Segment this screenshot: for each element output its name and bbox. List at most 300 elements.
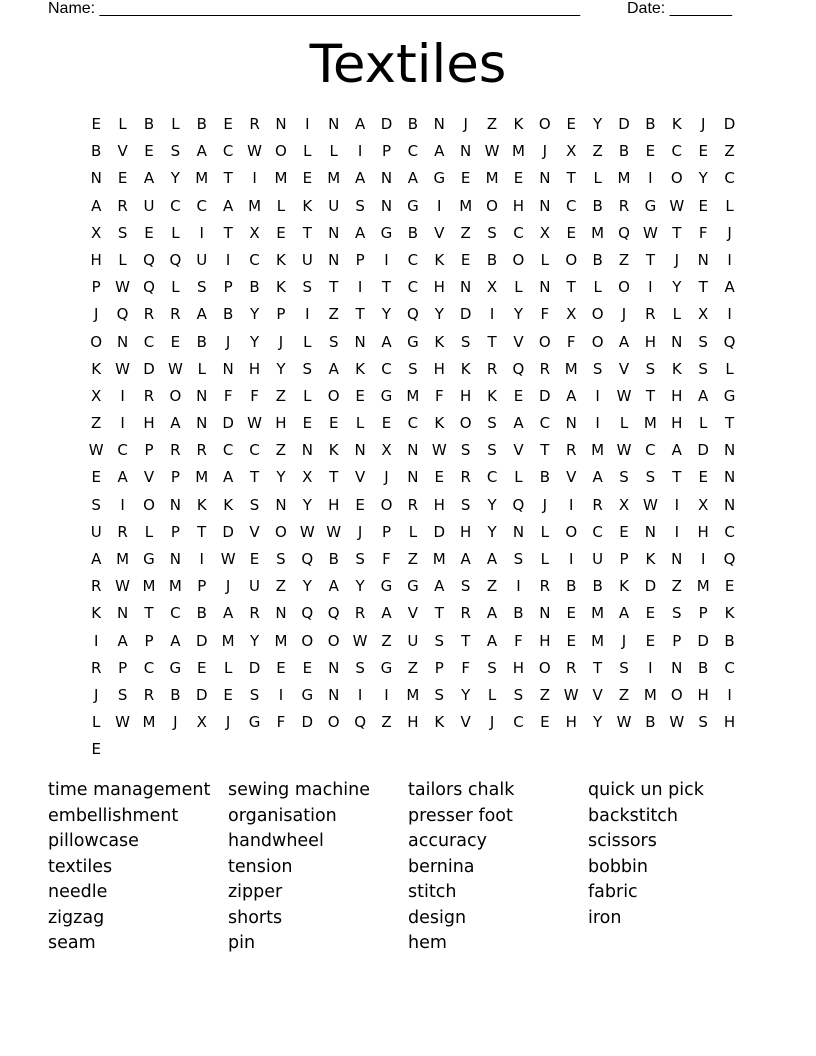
grid-letter: F: [540, 305, 550, 324]
grid-letter: H: [407, 713, 419, 732]
grid-letter: T: [566, 169, 576, 188]
grid-letter: K: [91, 359, 102, 378]
grid-letter: Q: [301, 550, 314, 568]
grid-letter: C: [565, 196, 577, 215]
header: [48, 0, 748, 20]
grid-letter: O: [565, 522, 578, 541]
grid-letter: N: [222, 359, 234, 378]
grid-letter: D: [143, 359, 155, 378]
grid-letter: N: [169, 495, 181, 514]
word-list-item: iron: [588, 907, 622, 928]
grid-letter: V: [618, 359, 630, 378]
grid-letter: N: [196, 414, 208, 433]
grid-letter: N: [90, 169, 102, 188]
grid-letter: R: [592, 495, 603, 514]
grid-letter: I: [305, 305, 310, 324]
grid-letter: A: [381, 332, 392, 351]
grid-letter: C: [407, 142, 419, 161]
word-list-item: scissors: [588, 831, 657, 851]
grid-letter: L: [171, 223, 180, 242]
grid-letter: T: [672, 223, 682, 242]
grid-letter: K: [513, 115, 524, 133]
grid-letter: A: [486, 550, 498, 568]
grid-letter: J: [93, 305, 99, 324]
grid-letter: A: [618, 604, 630, 623]
grid-letter: D: [644, 577, 657, 596]
grid-letter: E: [566, 631, 576, 650]
grid-letter: E: [91, 115, 101, 133]
grid-letter: E: [144, 142, 154, 161]
grid-letter: Y: [355, 577, 365, 596]
grid-letter: L: [355, 414, 365, 433]
grid-letter: M: [591, 604, 605, 623]
grid-letter: K: [487, 386, 497, 405]
grid-letter: P: [144, 631, 154, 650]
grid-letter: X: [91, 223, 102, 242]
grid-letter: V: [354, 468, 366, 487]
grid-letter: S: [117, 685, 128, 704]
grid-letter: H: [644, 332, 657, 351]
grid-letter: I: [489, 305, 495, 324]
grid-letter: T: [593, 658, 603, 677]
grid-letter: T: [645, 250, 655, 269]
grid-letter: E: [144, 223, 154, 242]
grid-letter: K: [434, 713, 445, 732]
grid-letter: N: [407, 468, 419, 487]
grid-letter: N: [723, 468, 736, 487]
grid-letter: O: [301, 631, 314, 650]
grid-letter: A: [143, 169, 155, 188]
grid-letter: J: [542, 142, 548, 161]
grid-letter: F: [698, 223, 708, 242]
grid-letter: R: [143, 386, 155, 405]
grid-letter: E: [540, 713, 550, 732]
grid-letter: N: [539, 169, 551, 188]
grid-letter: W: [115, 278, 130, 297]
grid-letter: O: [618, 278, 630, 297]
grid-letter: W: [484, 142, 500, 161]
word-list-item: time management: [48, 780, 211, 800]
grid-letter: Y: [170, 169, 180, 188]
grid-letter: Y: [461, 685, 471, 704]
grid-letter: I: [648, 169, 653, 188]
grid-letter: R: [566, 658, 577, 677]
grid-letter: H: [90, 250, 102, 269]
grid-letter: X: [618, 495, 630, 514]
grid-letter: K: [645, 550, 656, 568]
grid-letter: O: [670, 169, 683, 188]
grid-letter: I: [648, 658, 653, 677]
grid-letter: L: [487, 685, 497, 704]
grid-letter: Z: [91, 414, 102, 433]
grid-letter: R: [117, 196, 128, 215]
grid-letter: J: [225, 332, 231, 351]
grid-letter: E: [698, 196, 708, 215]
grid-letter: B: [698, 658, 709, 677]
grid-letter: T: [223, 169, 233, 188]
grid-letter: J: [278, 332, 284, 351]
grid-letter: S: [619, 468, 629, 487]
grid-letter: M: [459, 196, 473, 215]
grid-letter: O: [591, 332, 604, 351]
word-list-item: accuracy: [408, 831, 487, 851]
grid-letter: S: [460, 332, 471, 351]
grid-letter: Q: [723, 332, 736, 351]
grid-letter: P: [672, 631, 682, 650]
grid-letter: M: [274, 169, 288, 188]
grid-letter: G: [248, 713, 261, 732]
grid-letter: N: [116, 332, 129, 351]
grid-letter: Y: [434, 305, 444, 324]
grid-letter: S: [328, 332, 339, 351]
grid-letter: S: [434, 685, 445, 704]
grid-letter: H: [460, 386, 472, 405]
grid-letter: V: [460, 713, 471, 732]
grid-letter: Z: [539, 685, 550, 704]
grid-letter: Y: [302, 577, 312, 596]
grid-letter: C: [513, 223, 524, 242]
grid-letter: I: [727, 305, 732, 324]
grid-letter: Z: [724, 142, 735, 161]
grid-letter: H: [671, 414, 683, 433]
grid-letter: T: [329, 278, 339, 297]
grid-letter: N: [380, 169, 393, 188]
grid-letter: C: [724, 522, 735, 541]
grid-letter: C: [724, 658, 735, 677]
grid-letter: N: [354, 441, 366, 460]
word-list-item: quick un pick: [588, 780, 704, 800]
grid-letter: L: [540, 250, 550, 269]
grid-letter: M: [406, 386, 420, 405]
grid-letter: N: [328, 250, 340, 269]
grid-letter: B: [618, 142, 630, 161]
grid-letter: A: [91, 550, 102, 568]
grid-letter: T: [249, 468, 260, 487]
grid-letter: S: [302, 359, 313, 378]
grid-letter: D: [248, 658, 261, 677]
grid-letter: T: [329, 468, 339, 487]
grid-letter: W: [115, 713, 130, 732]
grid-letter: L: [408, 522, 418, 541]
grid-letter: H: [275, 414, 287, 433]
grid-letter: C: [117, 441, 128, 460]
grid-letter: O: [380, 495, 393, 514]
grid-letter: G: [143, 550, 155, 568]
grid-letter: U: [301, 250, 313, 269]
grid-letter: K: [671, 115, 682, 133]
grid-letter: D: [195, 631, 208, 650]
grid-letter: D: [618, 115, 630, 133]
grid-letter: T: [645, 386, 655, 405]
grid-letter: K: [302, 196, 313, 215]
grid-letter: L: [171, 115, 180, 133]
grid-letter: K: [328, 441, 339, 460]
grid-letter: T: [540, 441, 550, 460]
grid-letter: E: [566, 223, 576, 242]
grid-letter: N: [354, 332, 366, 351]
grid-letter: J: [225, 577, 231, 596]
grid-letter: O: [275, 522, 287, 541]
grid-letter: L: [540, 550, 550, 568]
grid-letter: T: [434, 604, 444, 623]
grid-letter: W: [642, 223, 658, 242]
grid-letter: G: [407, 196, 419, 215]
grid-letter: G: [380, 223, 393, 242]
grid-letter: U: [328, 196, 340, 215]
grid-letter: C: [143, 332, 155, 351]
grid-letter: H: [512, 658, 525, 677]
grid-letter: P: [197, 577, 207, 596]
grid-letter: S: [117, 223, 128, 242]
grid-letter: A: [223, 604, 234, 623]
grid-letter: P: [223, 278, 233, 297]
grid-letter: E: [276, 658, 286, 677]
grid-letter: S: [355, 196, 365, 215]
grid-letter: P: [434, 658, 444, 677]
grid-letter: P: [619, 550, 629, 568]
grid-letter: A: [618, 332, 630, 351]
grid-letter: V: [566, 468, 577, 487]
word-list-item: embellishment: [48, 805, 179, 826]
grid-letter: V: [407, 604, 419, 623]
grid-letter: M: [195, 169, 209, 188]
grid-letter: O: [275, 142, 287, 161]
grid-letter: H: [248, 359, 261, 378]
grid-letter: L: [329, 142, 338, 161]
grid-letter: E: [645, 142, 656, 161]
word-list-item: fabric: [588, 882, 638, 902]
grid-letter: T: [698, 278, 708, 297]
grid-letter: M: [406, 685, 420, 704]
grid-letter: L: [725, 196, 734, 215]
grid-letter: G: [301, 685, 314, 704]
grid-letter: E: [302, 414, 313, 433]
grid-letter: B: [539, 468, 550, 487]
grid-letter: L: [197, 359, 206, 378]
grid-letter: Q: [301, 604, 314, 623]
grid-letter: B: [223, 305, 234, 324]
grid-letter: G: [380, 577, 393, 596]
grid-letter: J: [727, 223, 732, 242]
grid-letter: Z: [328, 305, 339, 324]
grid-letter: A: [671, 441, 682, 460]
name-field-label: Name: ______________________________________________________: [48, 0, 581, 17]
grid-letter: E: [276, 223, 286, 242]
grid-letter: A: [434, 142, 445, 161]
grid-letter: B: [328, 550, 339, 568]
grid-letter: A: [223, 196, 234, 215]
grid-letter: M: [643, 685, 657, 704]
grid-letter: W: [115, 359, 130, 378]
grid-letter: V: [143, 468, 155, 487]
grid-letter: E: [645, 631, 656, 650]
grid-letter: M: [248, 196, 262, 215]
grid-letter: R: [170, 305, 181, 324]
grid-letter: Y: [249, 631, 260, 650]
grid-letter: O: [90, 332, 103, 351]
grid-letter: N: [328, 115, 340, 133]
grid-letter: Z: [618, 685, 630, 704]
grid-letter: A: [407, 169, 419, 188]
grid-letter: B: [249, 278, 260, 297]
grid-letter: S: [434, 631, 445, 650]
grid-letter: C: [407, 278, 419, 297]
word-list-item: design: [408, 907, 467, 928]
grid-letter: K: [223, 495, 234, 514]
grid-letter: E: [170, 332, 181, 351]
grid-letter: A: [381, 604, 392, 623]
grid-letter: E: [645, 604, 656, 623]
grid-letter: C: [645, 441, 656, 460]
grid-letter: N: [671, 332, 683, 351]
grid-letter: I: [93, 631, 99, 650]
grid-letter: E: [355, 495, 365, 514]
grid-letter: L: [118, 250, 127, 269]
grid-letter: L: [92, 713, 101, 732]
grid-letter: X: [302, 468, 313, 487]
grid-letter: E: [513, 169, 524, 188]
word-list-item: bernina: [408, 856, 475, 877]
grid-letter: C: [539, 414, 551, 433]
grid-letter: U: [196, 250, 208, 269]
grid-letter: S: [487, 658, 497, 677]
grid-letter: P: [170, 468, 180, 487]
grid-letter: Y: [276, 359, 286, 378]
grid-letter: D: [697, 631, 709, 650]
grid-letter: O: [565, 250, 578, 269]
grid-letter: N: [433, 115, 445, 133]
grid-letter: C: [407, 414, 419, 433]
grid-letter: K: [91, 604, 102, 623]
grid-letter: S: [355, 658, 365, 677]
grid-letter: H: [433, 359, 445, 378]
grid-letter: O: [591, 305, 604, 324]
grid-letter: V: [434, 223, 445, 242]
grid-letter: X: [91, 386, 102, 405]
grid-letter: U: [143, 196, 155, 215]
grid-letter: C: [196, 196, 207, 215]
grid-letter: C: [170, 196, 181, 215]
grid-letter: I: [225, 250, 231, 269]
grid-letter: Z: [592, 142, 603, 161]
grid-letter: H: [460, 522, 472, 541]
grid-letter: E: [566, 115, 576, 133]
grid-letter: R: [460, 468, 471, 487]
grid-letter: B: [592, 577, 603, 596]
grid-letter: M: [591, 441, 605, 460]
date-field-label: Date: _______: [627, 0, 732, 17]
grid-letter: B: [486, 250, 498, 269]
grid-letter: L: [672, 305, 681, 324]
grid-letter: H: [697, 522, 709, 541]
grid-letter: Z: [486, 577, 498, 596]
grid-letter: A: [117, 631, 128, 650]
grid-letter: S: [645, 468, 656, 487]
grid-letter: A: [354, 169, 366, 188]
grid-letter: D: [222, 522, 234, 541]
grid-letter: S: [487, 441, 497, 460]
grid-letter: U: [407, 631, 419, 650]
grid-letter: N: [328, 223, 340, 242]
grid-letter: C: [249, 441, 260, 460]
grid-letter: Y: [249, 305, 260, 324]
grid-letter: J: [93, 685, 99, 704]
grid-letter: I: [516, 577, 521, 596]
grid-letter: M: [327, 169, 341, 188]
grid-letter: X: [249, 223, 260, 242]
grid-letter: D: [697, 441, 709, 460]
grid-letter: H: [723, 713, 736, 732]
grid-letter: K: [434, 250, 445, 269]
grid-letter: N: [460, 278, 472, 297]
word-list-item: textiles: [48, 856, 113, 877]
grid-letter: C: [724, 169, 735, 188]
grid-letter: J: [489, 713, 495, 732]
grid-letter: Q: [116, 305, 129, 324]
grid-letter: G: [380, 386, 393, 405]
grid-letter: A: [724, 278, 735, 297]
grid-letter: M: [274, 631, 288, 650]
grid-letter: H: [539, 631, 551, 650]
grid-letter: J: [542, 495, 548, 514]
grid-letter: T: [302, 223, 312, 242]
grid-letter: K: [355, 359, 366, 378]
grid-letter: P: [355, 250, 365, 269]
grid-letter: D: [195, 685, 208, 704]
word-list-item: tension: [228, 856, 293, 877]
grid-letter: I: [199, 223, 204, 242]
grid-letter: H: [512, 196, 525, 215]
word-list-item: tailors chalk: [408, 780, 515, 800]
grid-letter: I: [199, 550, 204, 568]
word-list-item: pillowcase: [48, 831, 139, 851]
grid-letter: C: [513, 713, 524, 732]
grid-letter: E: [223, 685, 233, 704]
word-list-item: zigzag: [48, 907, 105, 928]
grid-letter: X: [486, 278, 498, 297]
word-list-item: sewing machine: [228, 780, 371, 800]
grid-letter: S: [698, 332, 708, 351]
grid-letter: P: [144, 441, 154, 460]
grid-letter: A: [460, 550, 471, 568]
grid-letter: F: [382, 550, 391, 568]
grid-letter: H: [143, 414, 155, 433]
grid-letter: T: [355, 305, 365, 324]
grid-letter: A: [592, 468, 603, 487]
grid-letter: D: [459, 305, 472, 324]
grid-letter: S: [513, 685, 524, 704]
grid-letter: E: [302, 169, 313, 188]
word-list-item: seam: [48, 933, 96, 953]
grid-letter: M: [564, 359, 578, 378]
grid-letter: J: [621, 305, 627, 324]
grid-letter: O: [486, 196, 498, 215]
word-list-item: presser foot: [408, 805, 513, 826]
grid-letter: I: [595, 414, 600, 433]
grid-letter: N: [460, 142, 472, 161]
grid-letter: M: [195, 468, 209, 487]
grid-letter: L: [540, 522, 550, 541]
grid-letter: Q: [354, 713, 366, 732]
grid-letter: Y: [487, 495, 497, 514]
grid-letter: M: [643, 414, 657, 433]
grid-letter: L: [303, 332, 312, 351]
grid-letter: A: [328, 577, 339, 596]
grid-letter: M: [116, 550, 130, 568]
grid-letter: N: [539, 196, 551, 215]
grid-letter: N: [328, 658, 340, 677]
grid-letter: X: [566, 142, 577, 161]
